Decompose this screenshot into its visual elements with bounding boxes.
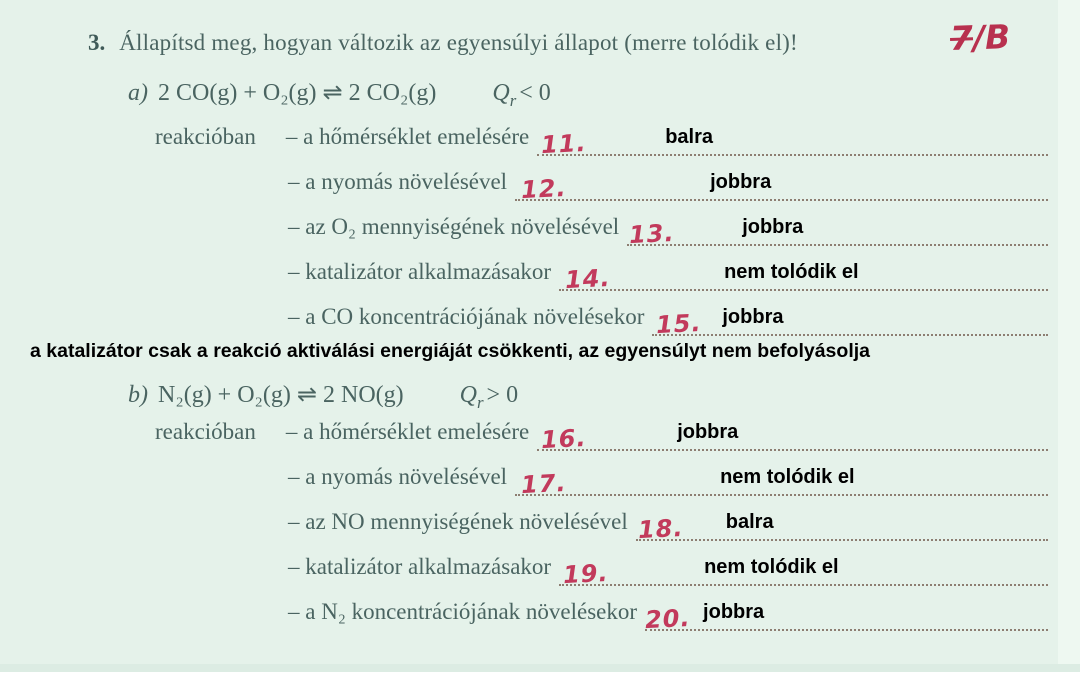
row-label: – a nyomás növelésével — [288, 169, 508, 194]
page-shadow — [0, 664, 1080, 672]
answer-row — [288, 214, 1048, 250]
typed-answer: nem tolódik el — [704, 556, 839, 578]
typed-answer: jobbra — [703, 601, 765, 623]
equation-b: N₂(g) + O₂(g) ⇌ 2 NO(g) — [158, 382, 404, 408]
handwritten-grade-mark — [949, 17, 1011, 58]
handwritten-number: 20. — [644, 603, 692, 635]
row-prefix: reakcióban — [155, 419, 256, 444]
reaction-heat-symbol-b: $Q_r$ — [459, 382, 484, 412]
dotted-answer-line — [515, 466, 1048, 500]
handwritten-number: 14. — [564, 263, 612, 295]
typed-answer: nem tolódik el — [720, 466, 855, 488]
typed-answer: jobbra — [722, 306, 784, 328]
typed-answer: nem tolódik el — [724, 261, 859, 283]
dotted-answer-line — [559, 556, 1048, 590]
dotted-answer-line — [559, 261, 1048, 295]
handwritten-number: 15. — [655, 308, 703, 340]
row-label: – a N₂ koncentrációjának növelésekor — [288, 599, 638, 624]
answer-row — [155, 124, 1048, 160]
answer-row — [288, 169, 1048, 205]
section-a-label: a) — [128, 80, 148, 106]
section-b-label: b) — [128, 382, 148, 408]
row-label: – a hőmérséklet emelésére — [285, 124, 530, 149]
problem-number: 3. — [88, 30, 106, 55]
row-label: – az O₂ mennyiségének növelésével — [288, 214, 620, 239]
grade-mark-numerator: 7 — [949, 18, 974, 59]
dotted-answer-line — [644, 601, 1048, 635]
typed-answer: jobbra — [742, 216, 804, 238]
handwritten-number: 12. — [520, 173, 568, 205]
row-label: – a hőmérséklet emelésére — [285, 419, 530, 444]
equation-b-row — [128, 380, 518, 413]
dotted-answer-line — [537, 126, 1048, 160]
dotted-answer-line — [627, 216, 1048, 250]
row-label: – a nyomás növelésével — [288, 464, 508, 489]
page-edge — [1058, 0, 1080, 672]
answer-row — [288, 554, 1048, 590]
typed-answer: balra — [665, 126, 713, 148]
answer-row — [288, 509, 1048, 545]
row-label: – katalizátor alkalmazásakor — [288, 259, 552, 284]
answer-row — [288, 304, 1048, 340]
reaction-heat-relation-b: > 0 — [486, 382, 519, 408]
dotted-answer-line — [537, 421, 1048, 455]
typed-answer: balra — [725, 511, 774, 533]
typed-answer: jobbra — [710, 171, 772, 193]
answer-row — [155, 419, 1048, 455]
answer-row — [288, 259, 1048, 295]
dotted-answer-line — [652, 306, 1048, 340]
handwritten-number: 11. — [540, 128, 588, 160]
row-label: – a CO koncentrációjának növelésekor — [288, 304, 645, 329]
answer-row — [288, 464, 1048, 500]
equation-a-row — [128, 78, 551, 111]
dotted-answer-line — [515, 171, 1048, 205]
row-prefix: reakcióban — [155, 124, 256, 149]
note-annotation: a katalizátor csak a reakció aktiválási energiáját csökkenti, az egyensúlyt nem befolyásolja — [30, 340, 870, 362]
handwritten-number: 18. — [637, 513, 684, 545]
typed-answer: jobbra — [677, 421, 739, 443]
row-label: – az NO mennyiségének növelésével — [288, 509, 628, 534]
grade-mark-denominator: /B — [972, 16, 1011, 58]
exercise-title-row — [88, 30, 798, 56]
dotted-answer-line — [636, 511, 1048, 545]
page-title: Állapítsd meg, hogyan változik az egyensúlyi állapot (merre tolódik el)! — [119, 30, 798, 55]
handwritten-number: 13. — [628, 218, 676, 250]
handwritten-number: 17. — [520, 468, 568, 500]
reaction-heat-relation-a: < 0 — [519, 80, 551, 106]
answer-row — [288, 599, 1048, 635]
handwritten-number: 16. — [540, 423, 588, 455]
reaction-heat-symbol-a: $Q_r$ — [492, 80, 517, 110]
row-label: – katalizátor alkalmazásakor — [288, 554, 552, 579]
equation-a: 2 CO(g) + O₂(g) ⇌ 2 CO₂(g) — [158, 80, 437, 106]
handwritten-number: 19. — [562, 558, 610, 590]
